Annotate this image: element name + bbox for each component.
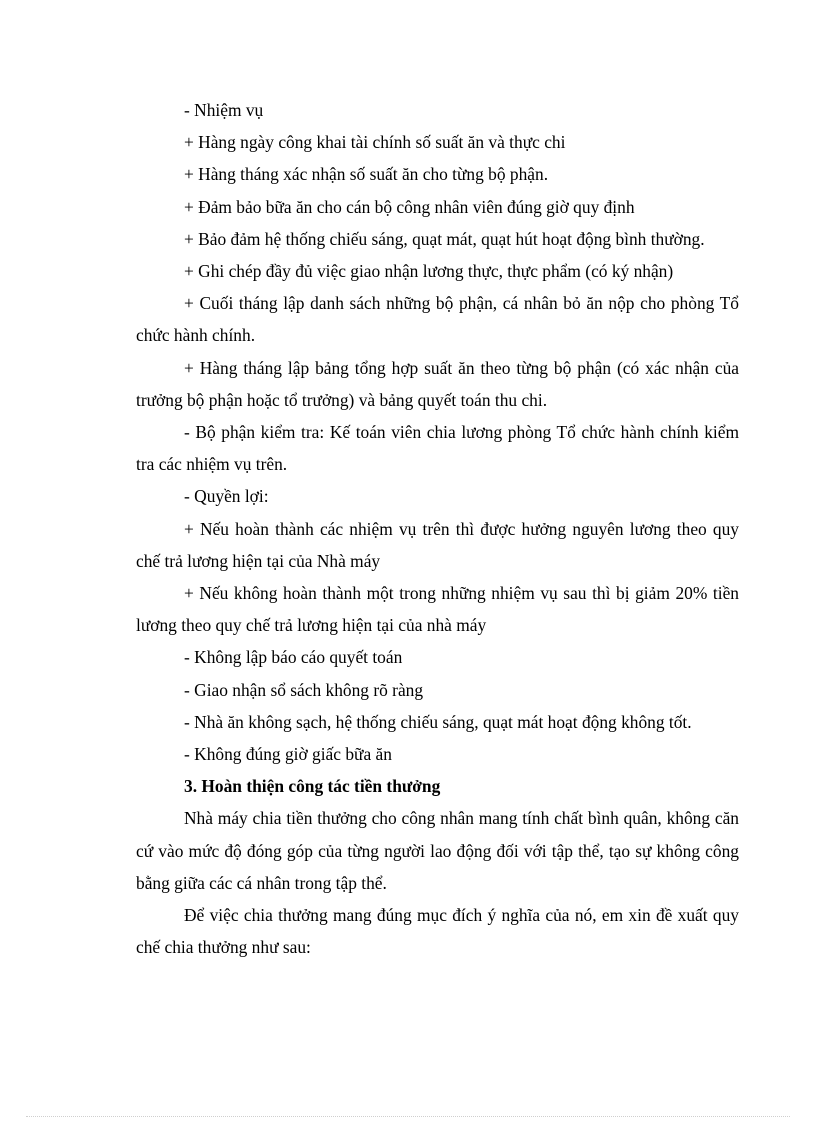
paragraph-benefits-label: - Quyền lợi: <box>184 486 269 507</box>
paragraph-monthly-confirmation: + Hàng tháng xác nhận số suất ăn cho từng bộ phận. <box>184 164 549 185</box>
paragraph-meal-on-time: + Đảm bảo bữa ăn cho cán bộ công nhân viên đúng giờ quy định <box>184 196 635 217</box>
paragraph-no-settlement-report: - Không lập báo cáo quyết toán <box>184 647 403 668</box>
paragraph-monthly-summary: + Hàng tháng lập bảng tổng hợp suất ăn theo từng bộ phận (có xác nhận của trưởng bộ phận hoặc tổ trưởng) và bảng quyết toán thu chi. <box>136 357 739 410</box>
document-body <box>136 94 739 963</box>
paragraph-daily-disclosure: + Hàng ngày công khai tài chính số suất ăn và thực chi <box>184 132 566 153</box>
paragraph-duties-label: - Nhiệm vụ <box>184 100 264 120</box>
paragraph-full-salary: + Nếu hoàn thành các nhiệm vụ trên thì được hưởng nguyên lương theo quy chế trả lương hiện tại của Nhà máy <box>136 518 739 571</box>
paragraph-unclear-records: - Giao nhận sổ sách không rõ ràng <box>184 679 424 700</box>
paragraph-food-records: + Ghi chép đầy đủ việc giao nhận lương thực, thực phẩm (có ký nhận) <box>184 261 674 282</box>
paragraph-inspection-department: - Bộ phận kiểm tra: Kế toán viên chia lương phòng Tổ chức hành chính kiểm tra các nhiệm vụ trên. <box>136 422 739 475</box>
paragraph-canteen-conditions: - Nhà ăn không sạch, hệ thống chiếu sáng, quạt mát hoạt động không tốt. <box>184 711 692 732</box>
paragraph-month-end-list: + Cuối tháng lập danh sách những bộ phận, cá nhân bỏ ăn nộp cho phòng Tổ chức hành chính. <box>136 293 739 346</box>
paragraph-meal-times: - Không đúng giờ giấc bữa ăn <box>184 744 392 765</box>
page-bottom-rule <box>26 1116 790 1117</box>
paragraph-bonus-proposal: Để việc chia thưởng mang đúng mục đích ý nghĩa của nó, em xin đề xuất quy chế chia thưởng như sau: <box>136 905 739 958</box>
paragraph-salary-reduction: + Nếu không hoàn thành một trong những nhiệm vụ sau thì bị giảm 20% tiền lương theo quy chế trả lương hiện tại của nhà máy <box>136 583 739 636</box>
section-heading: 3. Hoàn thiện công tác tiền thưởng <box>184 776 441 797</box>
paragraph-lighting-fans: + Bảo đảm hệ thống chiếu sáng, quạt mát, quạt hút hoạt động bình thường. <box>184 228 705 249</box>
paragraph-bonus-distribution: Nhà máy chia tiền thưởng cho công nhân mang tính chất bình quân, không căn cứ vào mức độ đóng góp của từng người lao động đối với tập thể, tạo sự không công bằng giữa các cá nhân trong tập thể. <box>136 808 739 893</box>
